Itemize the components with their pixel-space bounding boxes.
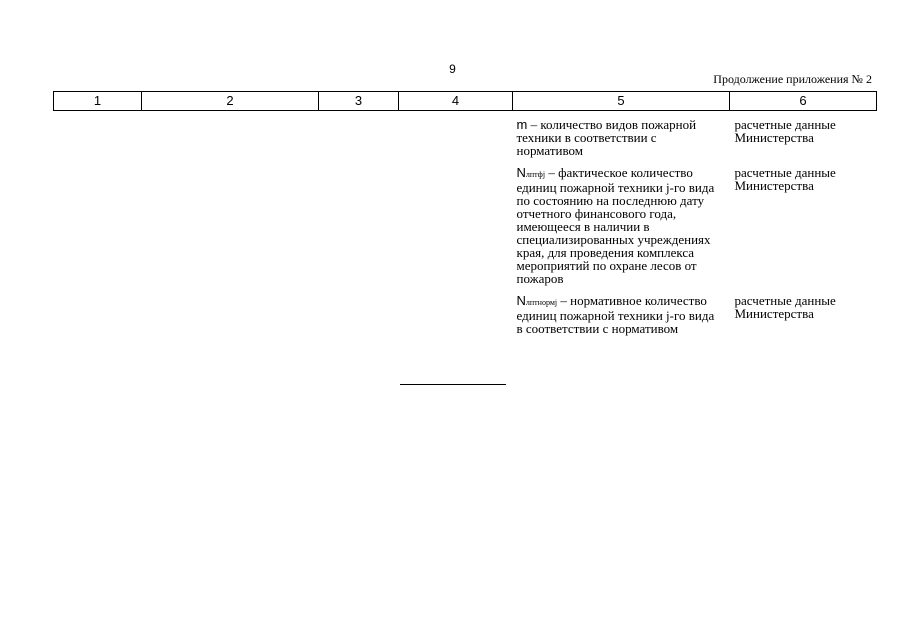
table-row [54, 111, 877, 167]
indicator-description [513, 111, 730, 167]
table-cell-empty [399, 111, 513, 167]
column-header-5: 5 [513, 92, 730, 111]
data-source: расчетные данные Министерства [734, 165, 836, 193]
indicator-description [513, 166, 730, 294]
table-cell-empty [319, 294, 399, 344]
column-header-4: 4 [399, 92, 513, 111]
column-header-3: 3 [319, 92, 399, 111]
table-cell-empty [54, 166, 142, 294]
page-number: 9 [449, 62, 456, 76]
table-cell-empty [142, 111, 319, 167]
variable-symbol: m [516, 117, 528, 132]
end-of-document-divider [400, 384, 506, 385]
data-source: расчетные данные Министерства [734, 293, 836, 321]
variable-symbol: N [516, 165, 526, 180]
appendix-table [53, 91, 877, 344]
table-cell-empty [54, 294, 142, 344]
variable-description: – количество видов пожарной техники в соответствии с нормативом [516, 117, 697, 158]
table-row [54, 294, 877, 344]
table-cell-empty [319, 166, 399, 294]
table-cell-empty [399, 294, 513, 344]
table-cell-empty [142, 294, 319, 344]
variable-subscript: лптнормj [525, 298, 558, 307]
variable-subscript: лптфj [525, 170, 546, 179]
table-cell-empty [54, 111, 142, 167]
table-row [54, 166, 877, 294]
table-cell-empty [319, 111, 399, 167]
variable-symbol: N [516, 293, 526, 308]
column-header-2: 2 [142, 92, 319, 111]
indicator-description [513, 294, 730, 344]
column-header-1: 1 [54, 92, 142, 111]
appendix-continuation-label: Продолжение приложения № 2 [713, 72, 872, 86]
variable-description: – фактическое количество единиц пожарной техники j-го вида по состоянию на последнюю дату отчетного финансового года, имеющееся в наличии в специализированных учреждениях края, для проведения комплекса мероприятий по охране лесов от пожаров [516, 165, 715, 286]
table-header-row [54, 92, 877, 111]
column-header-6: 6 [730, 92, 877, 111]
table-cell-empty [399, 166, 513, 294]
variable-description: – нормативное количество единиц пожарной техники j-го вида в соответствии с нормативом [516, 293, 715, 336]
data-source: расчетные данные Министерства [734, 117, 836, 145]
table-cell-empty [142, 166, 319, 294]
